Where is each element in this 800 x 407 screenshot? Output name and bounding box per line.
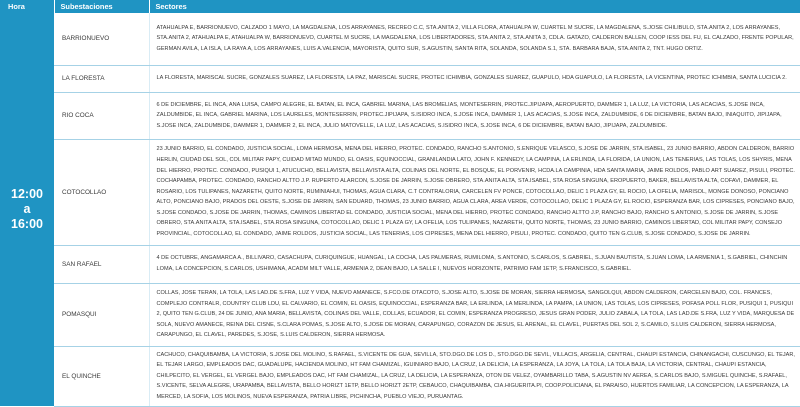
- time-start: 12:00: [11, 187, 43, 201]
- time-end: 16:00: [11, 217, 43, 231]
- time-range-cell: [0, 13, 54, 406]
- table-row: [0, 283, 800, 346]
- substation-name: EL QUINCHE: [54, 346, 149, 406]
- substation-name: POMASQUI: [54, 283, 149, 346]
- sectors-list: ATAHUALPA E, BARRIONUEVO, CALZADO 1 MAYO, LA MAGDALENA, LOS ARRAYANES, RECREO C.C, STA.ANITA 2, VILLA FLORA, ATAHUALPA W, CUARTEL M SUCRE, LA MAGDALENA, S.JOSE CHILIBULO, STA.ANITA 2, LOS ARRAYANES, STA.ANITA 2, ATAHUALPA E, ATAHUALPA W, BARRIONUEVO, CUARTEL M SUCRE, LA MAGDALENA, LOS LIBERTADORES, STA.ANITA 2, STA.ANITA 3, CDLA. GATAZO, CALDERON BALLEN, COOP IESS DEL FU, EL CALZADO, FRENTE POPULAR, GERMAN AVILA, LA ISLA, LA RAYA A, LOS ARRAYANES, LUIS A.VALENCIA, MAYORISTA, QUITO SUR, S.AGUSTIN, SANTA RITA, SOLANDA, SOLANDA S.1, STA. BARBARA BAJA, STA.ANITA 2, TNT. HUGO ORTIZ.: [149, 13, 800, 65]
- sectors-list: LA FLORESTA, MARISCAL SUCRE, GONZALES SUAREZ, LA FLORESTA, LA PAZ, MARISCAL SUCRE, PROTEC ICHIMBIA, GONZALES SUAREZ, GUAPULO, HDA GUAPULO, LA FLORESTA, LA VICENTINA, PROTEC ICHIMBIA, SANTA LUCICIA 2.: [149, 65, 800, 92]
- substation-name: COTOCOLLAO: [54, 139, 149, 245]
- table-row: [0, 13, 800, 65]
- sectors-list: COLLAS, JOSE TERAN, LA TOLA, LAS LAD.DE S.FRA, LUZ Y VIDA, NUEVO AMANECE, S.FCO.DE OTACOTO, S.JOSE ALTO, S.JOSE DE MORAN, SIERRA HERMOSA, SANGOLQUI, ABDON CALDERON, CARCELEN BAJO, COL. FRANCES, COMPLEJO CONTRALR, COUNTRY CLUB LDU, EL CALVARIO, EL COMIN, EL OASIS, EQUINOCCIAL, ESPERANZA BAR, LA ERLINDA, LA MERLINDA, LA PAMPA, LA UNION, LAS TOLAS, LOS CIPRESES, POFASA POLL FLOR, PUSIQUI 1, PUSIQUI 2, QUITO TEN G.CLUB, 24 DE JUNIO, ANA MARIA, BELLAVISTA, COLINAS DEL VALLE, COLLAS, ECUADOR, EL COMIN, ESPERANZA PROGRESO, JESUS GRAN PODER, JULIO ZABALA, LA TOLA, LAS LAD.DE S.FRA, LUZ Y VIDA, MARQUESA DE SOLA, NUEVO AMANECE, REINA DEL CISNE, S.CLARA POMAS, S.JOSE ALTO, S.JOSE DE MORAN, CARAPUNGO, CORAZON DE JESUS, EL ARENAL, EL CLAVEL, PUERTAS DEL SOL 2, S.CAMILO, S.LUIS CALDERON, SIERRA HERMOSA, CARAPUNGO, EL CLAVEL, PAREDES, S.JOSE, S.LUIS CALDERON, SIERRA HERMOSA.: [149, 283, 800, 346]
- sectors-list: 4 DE OCTUBRE, ANGAMARCA A., BILLIVARO, CASACHUPA, CURIQUINGUE, HUANGAL, LA COCHA, LAS PALMERAS, RUMILOMA, S.ANTONIO, S.CARLOS, S.GABRIEL, S.JUAN BAUTISTA, S.JUAN LOMA, LA ARMENIA 1, S.GABRIEL, CHINCHIN LOMA, LA CONCEPCION, S.CARLOS, USHIMANA, ACADM MILT VALLE, ARMENIA 2, DEAN BAJO, LA SALLE I, NUEVOS HORIZONTE, PATRIMO FAM 1ETP, S.FRANCISCO, S.GABRIEL.: [149, 245, 800, 283]
- header-subestaciones: Subestaciones: [54, 0, 149, 13]
- substation-name: LA FLORESTA: [54, 65, 149, 92]
- substation-name: SAN RAFAEL: [54, 245, 149, 283]
- header-hora: Hora: [0, 0, 54, 13]
- table-row: [0, 92, 800, 139]
- sectors-list: 23 JUNIO BARRIO, EL CONDADO, JUSTICIA SOCIAL, LOMA HERMOSA, MENA DEL HIERRO, PROTEC. CONDADO, RANCHO S.ANTONIO, S.ENRIQUE VELASCO, S.JOSE DE JARRIN, STA.ISABEL, 23 JUNIO BARRIO, ABDON CALDERON, BARRIO HERLIN, CIUDAD DEL SOL, COL MILITAR PAPY, CUIDAD MITAD MUNDO, EL OASIS, EQUINOCCIAL, GRANILANDIA LATO, JOHN F. KENNEDY, LA CAMPINA, LA ERLINDA, LA FLORIDA, LA UNION, LAS TENERIAS, LAS TOLAS, LOS SHYRIS, MENA DEL HIERRO, PROTEC. CONDADO, PUSIQUI 1, ATUCUCHO, BELLAVISTA, BELLAVISTA ALTA, COLINAS DEL NORTE, EL BOSQUE, EL PORVENIR, HCDA.LA CAMPINIA, HDA SANTA MARIA, JAIME ROLDOS, PABLO ART SUAREZ, PISULI, PROTEC. COCHAPAMBA, PROTEC. CONDADO, RANCHO ALTTO J.P. RUPERTO ALARCON, S.JOSE DE JARRIN, S.JOSE OBRERO, STA.ANITA ALTA, STA.ISABEL, STA.ROSA SINGUNA, EROPUERTO, BAKER, BELLAVISTA ALTA, COFAVI, DAMMER, EL ROSARIO, LOS TULIPANES, NAZARETH, QUITO NORTE, RUMINIAHUI, THOMAS, AGUA CLARA, C.T CONTRALORIA, CARCELEN FV PONCE, COTOCOLLAO, DELIC 1 PLAZA GY, EL ROCIO, LA OFELIA, MARISOL, MONGE DONOSO, PONCIANO ALTO, PONCIANO BAJO, PRADOS DEL OESTE, S.JOSE DE JARRIN, SAN EDUARD, THOMAS, 23 JUNIO BARRIO, AGUA CLARA, AREA VERDE, COTOCOLLAO, DELIC 1 PLAZA GY, EL ROCIO, ESPERANZA BAR, LOS CIPRESES, PONCIANO BAJO, S.JOSE CONDADO, S.JOSE DE JARRIN, THOMAS, CAMINOS LIBERTAD EL CONDADO, JUSTICIA SOCIAL, MENA DEL HIERRO, PROTEC CONDADO, RANCHO ALTTO J.P, RANCHO BAJO, RANCHO S.ANTONIO, S.JOSE DE JARRIN, S.JOSE OBRERO, STA.ANITA ALTA, STA.ISABEL, STA.ROSA SINGUNA, COTOCOLLAO, DELIC 1 PLAZA GY, LA OFELIA, LOS TULIPANES, NAZARETH, QUITO NORTE, THOMAS, 23 JUNIO BARRIO, CAMINOS LIBERTAD, COL MILITAR PAPY, CONSEJO PROVINCIAL, COTOCOLLAO, EL CONDADO, JAIME ROLDOS, JUSTICIA SOCIAL, LAS TENERIAS, LOS CIPRESES, MENA DEL HIERRO, PISULI, PROTEC. CONDADO, QUITO TEN G.CLUB, S.JOSE CONDADO, S.JOSE DE JARRIN.: [149, 139, 800, 245]
- table-row: [0, 346, 800, 406]
- table-row: [0, 245, 800, 283]
- substation-name: RIO COCA: [54, 92, 149, 139]
- table-row: [0, 139, 800, 245]
- table-row: [0, 65, 800, 92]
- time-separator: a: [23, 202, 31, 216]
- sectors-list: 6 DE DICIEMBRE, EL INCA, ANA LUISA, CAMPO ALEGRE, EL BATAN, EL INCA, GABRIEL MARINA, LAS BROMELIAS, MONTESERRIN, PROTEC.JIPIJAPA, AEROPUERTO, DAMMER 1, LA LUZ, LA VICTORIA, LAS ACACIAS, S.JOSE INCA, ZALDUMBIDE, EL INCA, GABRIEL MARINA, LOS LAURELES, MONTESERRIN, PROTEC.JIPIJAPA, S.ISIDRO INCA, S.JOSE INCA, DAMMER 1, LAS ACACIAS, S.JOSE INCA, ZALDUMBIDE, 6 DE DICIEMBRE, BATAN BAJO, INIAQUITO, JIPIJAPA, S.JOSE INCA, ZALDUMBIDE, DAMMER 1, DAMMER 2, EL INCA, JULIO MATOVELLE, LA LUZ, LAS ACACIAS, S.ISIDRO INCA, S.JOSE INCA, 6 DE DICIEMBRE, BATAN BAJO, JIPIJAPA, ZALDUMBIDE.: [149, 92, 800, 139]
- header-sectores: Sectores: [149, 0, 800, 13]
- table-header-row: [0, 0, 800, 13]
- substation-name: BARRIONUEVO: [54, 13, 149, 65]
- sectors-list: CACHUCO, CHAQUIBAMBA, LA VICTORIA, S.JOSE DEL MOLINO, S.RAFAEL, S.VICENTE DE GUA, SEVILLA, STO.DGO.DE LOS D., STO.DGO.DE SEVIL, VILLACIS, ARGELIA, CENTRAL, CHAUPI ESTANCIA, CHINANGACHI, CUSCUNGO, EL TEJAR, EL TEJAR LARGO, EMPLEADOS DAC, GUADALUPE, HACIENDA MOLINO, HT FAM CHAMIZAL, IGUINIARO BAJO, LA CRUZ, LA DELICIA, LA ESPERANZA, LA JOYA, LA TOLA, LA TOLA BAJA, LA VICTORIA, CENTRAL, CHAUPI ESTANCIA, CHILPECITO, EL VERGEL, EL VERGEL BAJO, EMPLEADOS DAC, HT FAM CHAMIZAL, LA CRUZ, LA DELICIA, LA ESPERANZA, OTON DE VELEZ, OYAMBARILLO TABA, S.AGUSTIN NV AEREA, S.CARLOS BAJO, S.MIGUEL QUINCHE, S.RAFAEL, S.VICENTE, SELVA ALEGRE, URAPAMBA, BELLAVISTA, BELLO HORIZT 1ETP, BELLO HORIZT 2ETP, CEBAUCO, CHAQUIBAMBA, CIA.HIGUERITA.PI, COOP.POLICIANA, EL PARAISO, HUERTOS FAMILIAR, LA CONCEPCION, LA ESPERANZA, LA MERCED, LA SOFIA, LOS MOLINOS, NUEVA ESPERANZA, PATRIA LIBRE, PICHINCHA, PUEBLO VIEJO, PURUANTAG.: [149, 346, 800, 406]
